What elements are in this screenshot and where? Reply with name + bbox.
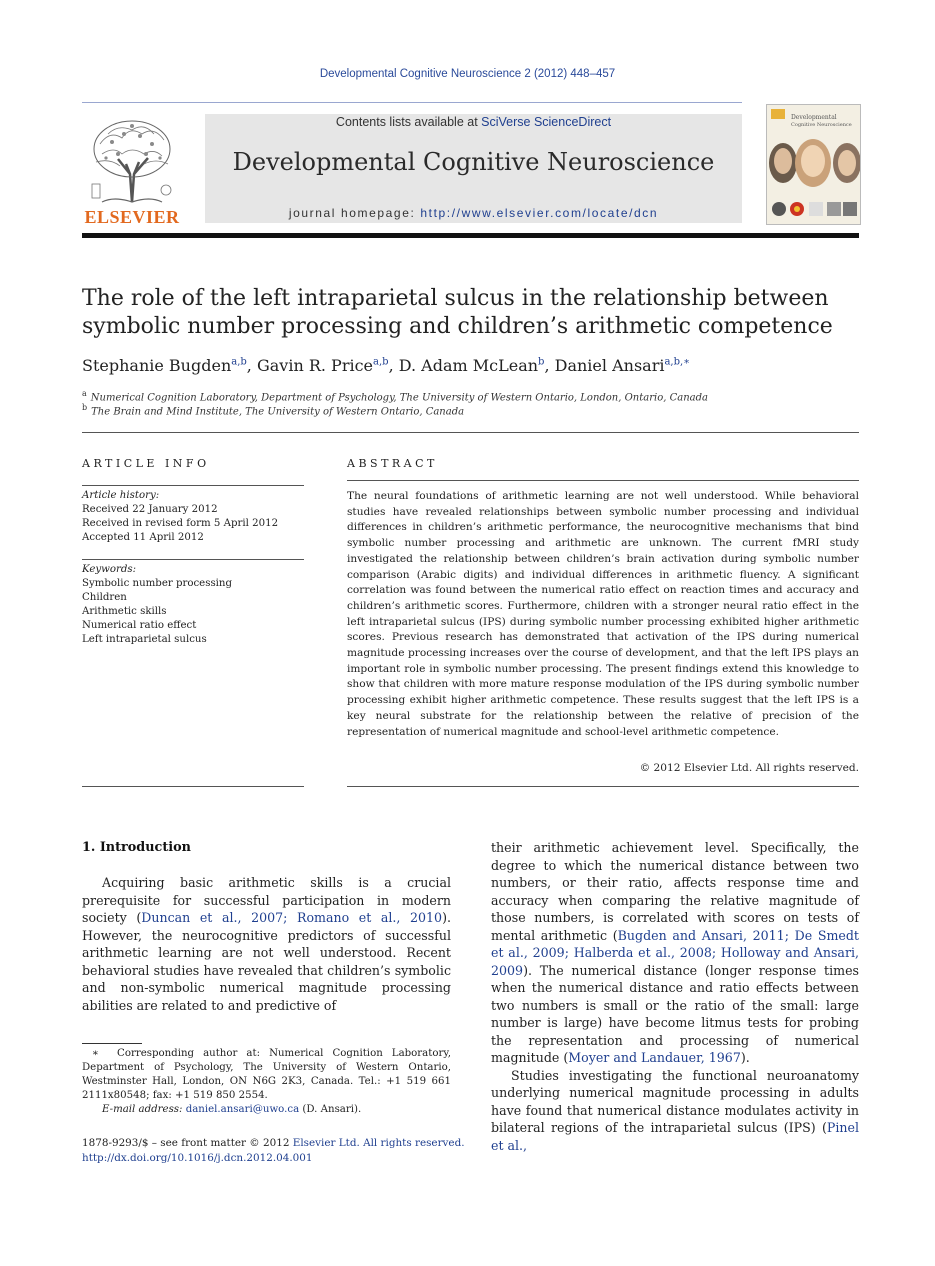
divider bbox=[82, 432, 859, 433]
citation-link[interactable]: Pinel et al., bbox=[491, 1120, 859, 1153]
history-item: Received 22 January 2012 bbox=[82, 504, 218, 515]
journal-title: Developmental Cognitive Neuroscience bbox=[232, 148, 715, 176]
keyword: Numerical ratio effect bbox=[82, 620, 197, 631]
divider bbox=[347, 480, 859, 481]
elsevier-wordmark: ELSEVIER bbox=[84, 207, 180, 227]
article-history: Article history: Received 22 January 2012 Received in revised form 5 April 2012 Accepted 11 April 2012 bbox=[82, 489, 304, 545]
cover-title-line1: Developmental bbox=[791, 114, 837, 121]
keyword: Symbolic number processing bbox=[82, 578, 233, 589]
keyword: Left intraparietal sulcus bbox=[82, 634, 207, 645]
email-link[interactable]: daniel.ansari@uwo.ca bbox=[185, 1104, 300, 1115]
divider bbox=[82, 559, 304, 560]
contents-line: Contents lists available at SciVerse ScienceDirect bbox=[335, 115, 612, 129]
footnote-rule bbox=[82, 1043, 142, 1044]
body-left-column: Acquiring basic arithmetic skills is a crucial prerequisite for successful participation in modern society (Duncan et al., 2007; Romano et al., 2010). However, the neurocognitive predictors of successful arithmetic learning are not well understood. Recent behavioral studies have revealed that children’s symbolic and non-symbolic numerical magnitude processing abilities are related to and predictive of bbox=[82, 875, 451, 1013]
issn-doi: 1878-9293/$ – see front matter © 2012 Elsevier Ltd. All rights reserved. http://dx.doi.org/10.1016/j.dcn.2012.04.001 bbox=[82, 1136, 502, 1166]
author[interactable]: Stephanie Bugden$^{a,b}$ bbox=[82, 356, 247, 375]
author-list: Stephanie Bugden$^{a,b}$, Gavin R. Price$^{a,b}$, D. Adam McLean$^b$, Daniel Ansari$^{a,b,∗}$ bbox=[82, 356, 690, 375]
body-right-column: their arithmetic achievement level. Specifically, the degree to which the numerical distance between two numbers, or their ratio, affects response time and accuracy when comparing the relative magnitude of those numbers, is correlated with scores on tests of mental arithmetic (Bugden and Ansari, 2011; De Smedt et al., 2009; Halberda et al., 2008; Holloway and Ansari, 2009). The numerical distance (longer response times when the numerical distance and ratio effects between two numbers is small or the ratio of the small: large number is large) have become litmus tests for probing the representation and processing of numerical magnitude (Moyer and Landauer, 1967). Studies investigating the functional neuroanatomy underlying numerical magnitude processing in adults have found that numerical distance modulates activity in bilateral regions of the intraparietal sulcus (IPS) (Pinel et al., bbox=[491, 840, 859, 1153]
header-rule bbox=[82, 102, 742, 103]
masthead-rule bbox=[82, 233, 859, 238]
divider bbox=[82, 485, 304, 486]
article-info-heading: ARTICLE INFO bbox=[82, 457, 210, 470]
abstract-text: The neural foundations of arithmetic learning are not well understood. While behavioral studies have revealed relationships between symbolic number processing and individual differences in children’s arithmetic performance, the neurocognitive mechanisms that bind symbolic number processing and arithmetic are unknown. The current fMRI study investigated the relationship between children’s brain activation during symbolic number comparison (Arabic digits) and individual differences in arithmetic fluency. A significant correlation was found between the numerical ratio effect on reaction times and accuracy and children’s arithmetic scores. Furthermore, children with a stronger neural ratio effect in the left intraparietal sulcus (IPS) during symbolic number processing exhibited higher arithmetic scores. Previous research has demonstrated that activation of the IPS during numerical magnitude processing increases over the course of development, and that the left IPS plays an important role in symbolic number processing. The present findings extend this knowledge to show that children with more mature response modulation of the IPS during symbolic number processing exhibit higher arithmetic competence. These results suggest that the left IPS is a key neural substrate for the relationship between the relative of precision of the representation of numerical magnitude and school-level arithmetic competence. bbox=[347, 490, 859, 738]
homepage-link[interactable]: http://www.elsevier.com/locate/dcn bbox=[420, 206, 659, 220]
affiliation: $^b$ The Brain and Mind Institute, The University of Western Ontario, Canada bbox=[82, 403, 465, 418]
keywords: Keywords: Symbolic number processing Children Arithmetic skills Numerical ratio effect Left intraparietal sulcus bbox=[82, 563, 304, 647]
journal-cover-icon bbox=[766, 104, 861, 225]
sciencedirect-link[interactable]: SciVerse ScienceDirect bbox=[481, 115, 612, 129]
cover-title-line2: Cognitive Neuroscience bbox=[791, 122, 852, 128]
article-title: The role of the left intraparietal sulcus in the relationship between symbolic number processing and children’s arithmetic competence bbox=[82, 286, 833, 339]
divider bbox=[82, 786, 304, 787]
history-item: Accepted 11 April 2012 bbox=[82, 532, 204, 543]
abstract-heading: ABSTRACT bbox=[347, 457, 438, 470]
author[interactable]: Gavin R. Price$^{a,b}$ bbox=[256, 356, 389, 375]
keyword: Arithmetic skills bbox=[82, 606, 167, 617]
author[interactable]: D. Adam McLean$^b$ bbox=[398, 356, 545, 375]
author[interactable]: Daniel Ansari$^{a,b,∗}$ bbox=[554, 356, 690, 375]
journal-homepage: journal homepage: http://www.elsevier.com/locate/dcn bbox=[288, 206, 659, 220]
section-heading: 1. Introduction bbox=[82, 840, 191, 855]
citation-link[interactable]: Duncan et al., 2007; Romano et al., 2010 bbox=[141, 910, 443, 925]
rights-link[interactable]: Elsevier Ltd. All rights reserved. bbox=[292, 1137, 465, 1149]
corresponding-author-footnote: ∗ Corresponding author at: Numerical Cognition Laboratory, Department of Psychology, The University of Western Ontario, Westminster Hall, London, ON N6G 2K3, Canada. Tel.: +1 519 661 2111x80548; fax: +1 519 850 2554. E-mail address: daniel.ansari@uwo.ca (D. Ansari). bbox=[82, 1048, 451, 1115]
divider bbox=[347, 786, 859, 787]
copyright: © 2012 Elsevier Ltd. All rights reserved. bbox=[639, 762, 859, 774]
doi-link[interactable]: http://dx.doi.org/10.1016/j.dcn.2012.04.001 bbox=[82, 1152, 313, 1164]
keyword: Children bbox=[82, 592, 127, 603]
citation-link[interactable]: Moyer and Landauer, 1967 bbox=[568, 1050, 741, 1065]
history-item: Received in revised form 5 April 2012 bbox=[82, 518, 279, 529]
affiliation: $^a$ Numerical Cognition Laboratory, Department of Psychology, The University of Western Ontario, London, Ontario, Canada bbox=[82, 389, 708, 404]
citation-link[interactable]: Bugden and Ansari, 2011; De Smedt et al., 2009; Halberda et al., 2008; Holloway and Ansari, 2009 bbox=[491, 927, 859, 978]
running-head: Developmental Cognitive Neuroscience 2 (2012) 448–457 bbox=[319, 68, 616, 80]
